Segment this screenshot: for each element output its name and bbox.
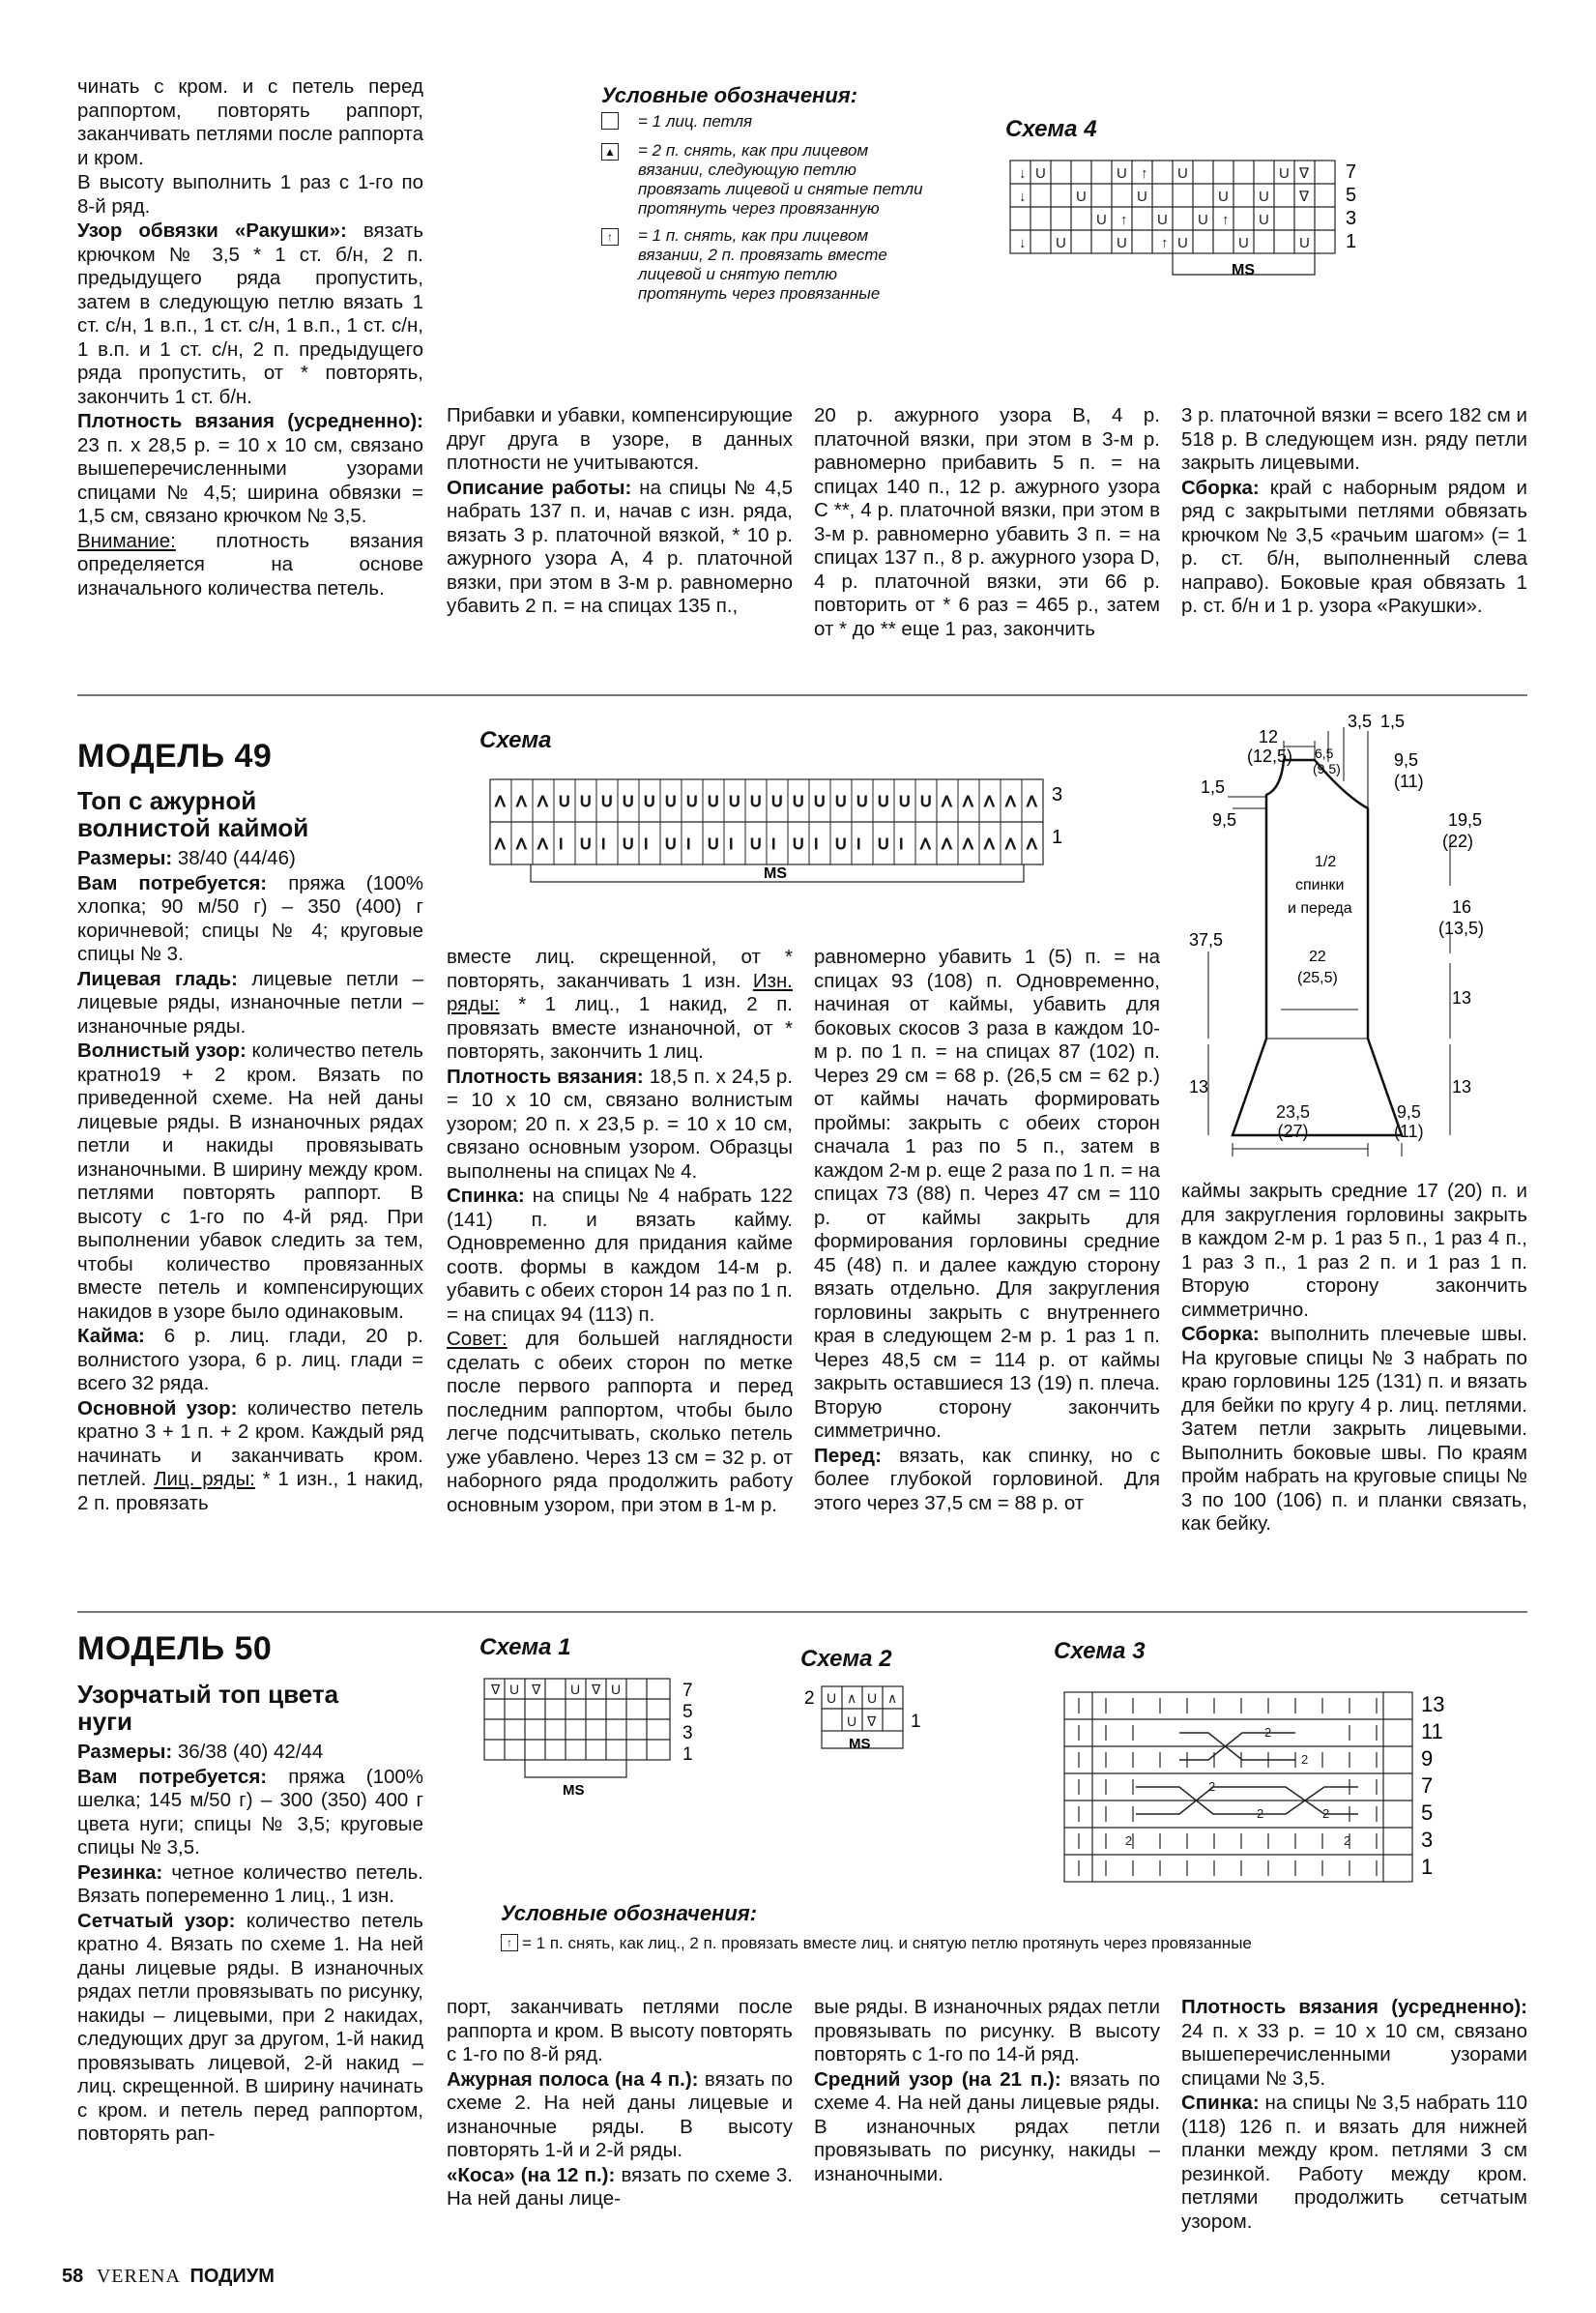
m49-dim-19-5: 19,5: [1448, 810, 1483, 830]
svg-text:U: U: [644, 794, 655, 810]
m49-dim-22: 22: [1309, 949, 1326, 965]
top-assembly-text: край с наборным рядом и ряд с закрытыми петлями обвязать крючком № 3,5 «рачьим шагом» (= 1 р. ст. б/н, выполненный слева направо). Боковые края обвязать 1 р. ст. б/н и 1 р. узора «Ракушки».: [1181, 476, 1527, 617]
m50-lace-label: Ажурная полоса (на 4 п.):: [447, 2067, 699, 2091]
m49-border-label: Кайма:: [77, 1325, 145, 1347]
m49-dim-13-right-b: 13: [1452, 1077, 1472, 1097]
svg-text:↑: ↑: [1161, 235, 1169, 251]
svg-text:Λ: Λ: [495, 836, 506, 853]
svg-text:↑: ↑: [1141, 165, 1148, 182]
schema4-ms: MS: [1232, 262, 1255, 278]
schema4-row-5: 5: [1346, 185, 1357, 206]
svg-text:U: U: [729, 794, 740, 810]
svg-text:∇: ∇: [491, 1682, 501, 1697]
schema4-row-1: 1: [1346, 231, 1357, 252]
svg-text:U: U: [1218, 189, 1229, 205]
divider-1: [77, 694, 1527, 696]
m49-label-half: 1/2: [1315, 854, 1337, 870]
svg-text:Λ: Λ: [984, 836, 995, 853]
m50-back-label: Спинка:: [1181, 2092, 1260, 2114]
top-assembly-label: Сборка:: [1181, 476, 1260, 499]
m50-legend-title: Условные обозначения:: [501, 1901, 758, 1925]
m50-s3-row-7: 7: [1421, 1773, 1434, 1798]
m50-back-text: на спицы № 3,5 набрать 110 (118) 126 п. и вязать для нижней планки между кром. петлями 3 см резинкой. Работу между кром. петлями продолжить сетчатым узором.: [1181, 2092, 1527, 2233]
m50-s3-row-13: 13: [1421, 1692, 1445, 1716]
top-col1: [77, 75, 423, 601]
m49-purl-label: Изн. ряды:: [447, 969, 793, 1015]
svg-text:U: U: [1035, 165, 1046, 182]
m49-dim-37-5: 37,5: [1189, 930, 1224, 950]
brand-podium: ПОДИУМ: [189, 2266, 275, 2287]
svg-text:U: U: [611, 1682, 622, 1697]
svg-text:U: U: [686, 794, 698, 810]
svg-text:U: U: [665, 794, 677, 810]
model49-col1: [77, 847, 423, 1516]
model50-title: МОДЕЛЬ 50: [77, 1630, 273, 1667]
m50-schema3-chart: [1063, 1690, 1469, 1893]
svg-text:Λ: Λ: [516, 794, 527, 810]
svg-text:↑: ↑: [1120, 212, 1128, 228]
m50-s2-row-1: 1: [911, 1712, 921, 1732]
svg-text:I: I: [771, 836, 776, 853]
svg-text:∇: ∇: [532, 1682, 541, 1697]
m49-advice-text: для большей наглядности сделать с обеих сторон по метке после первого раппорта и перед последним раппортом, чтобы было легче подсчитывать, сколько петель уже убавлено. Через 13 см = 32 р. от наборного ряда продолжить работу основным узором, при этом в 1-м р.: [447, 1328, 793, 1516]
brand-verena: VERENA: [96, 2266, 181, 2287]
m49-schema-chart: [489, 774, 1088, 890]
m49-main-face-label: Лиц. ряды:: [154, 1468, 255, 1490]
top-col4-p1: 3 р. платочной вязки = всего 182 см и 518 р. В следующем изн. ряду петли закрыть лицевыми.: [1181, 404, 1527, 474]
svg-text:U: U: [899, 794, 911, 810]
m49-dim-1-5-top: 1,5: [1380, 712, 1406, 731]
m50-schema2-label: Схема 2: [800, 1646, 892, 1672]
svg-text:U: U: [623, 836, 634, 853]
m50-s2-row-2: 2: [804, 1688, 815, 1709]
m50-sizes-label: Размеры:: [77, 1741, 173, 1763]
m50-legend-text: = 1 п. снять, как лиц., 2 п. провязать вместе лиц. и снятую петлю протянуть через провязанные: [522, 1934, 1252, 1952]
svg-text:Λ: Λ: [920, 836, 931, 853]
m49-dim-13-left: 13: [1189, 1077, 1209, 1097]
m50-rib-text: четное количество петель. Вязать попеременно 1 лиц., 1 изн.: [77, 1860, 423, 1907]
svg-text:Λ: Λ: [537, 794, 548, 810]
legend-item-2: = 2 п. снять, как при лицевом вязании, следующую петлю провязать лицевой и снятые петли протянуть через провязанную: [638, 141, 923, 218]
model50-col2: [447, 1996, 793, 2212]
m50-s1-row-3: 3: [682, 1723, 693, 1743]
m49-main-label: Основной узор:: [77, 1396, 238, 1420]
m49-dim-bottom-right: [1394, 1102, 1424, 1141]
svg-text:I: I: [856, 836, 861, 853]
svg-text:U: U: [750, 836, 762, 853]
work-text: на спицы № 4,5 набрать 137 п. и, начав с изн. ряда, вязать 3 р. платочной вязкой, * 10 р. ажурного узора А, 4 р. платочной вязки, при этом в 3-м р. равномерно убавить 2 п. = на спицах 135 п.,: [447, 476, 793, 617]
svg-text:Λ: Λ: [942, 794, 952, 810]
work-label: Описание работы:: [447, 476, 632, 499]
model50-col4: [1181, 1996, 1527, 2235]
m50-cable-label: «Коса» (на 12 п.):: [447, 2163, 616, 2186]
svg-text:U: U: [1056, 235, 1066, 251]
svg-text:2: 2: [1208, 1779, 1216, 1794]
m50-schema1-chart: [483, 1675, 715, 1801]
m49-stockinette-label: Лицевая гладь:: [77, 967, 238, 990]
svg-text:U: U: [1177, 235, 1188, 251]
m49-pattern-diagram: [1189, 712, 1556, 1156]
svg-text:2: 2: [1125, 1833, 1133, 1848]
m50-s1-ms: MS: [563, 1782, 585, 1799]
legend-item-3: = 1 п. снять, как при лицевом вязании, 2 п. провязать вместе лицевой и снятую петлю протянуть через провязанные: [638, 226, 887, 303]
svg-text:U: U: [1177, 165, 1188, 182]
svg-text:U: U: [856, 794, 868, 810]
m49-back-text: на спицы № 4 набрать 122 (141) п. и вязать кайму. Одновременно для придания кайме соотв. формы в каждом 14-м р. убавить с обеих сторон 14 раз по 1 п. = на спицах 94 (113) п.: [447, 1185, 793, 1326]
m49-label-back: спинки: [1295, 877, 1345, 893]
m50-s1-row-1: 1: [682, 1744, 693, 1765]
page-number: 58: [62, 2266, 84, 2287]
svg-text:Λ: Λ: [1027, 836, 1037, 853]
m49-dim-16: 16: [1452, 897, 1472, 917]
m49-dim-9-5-left: 9,5: [1212, 810, 1237, 830]
svg-text:Λ: Λ: [516, 836, 527, 853]
svg-text:∇: ∇: [592, 1682, 601, 1697]
m50-s3-row-3: 3: [1421, 1828, 1434, 1852]
m49-density-text: 18,5 п. x 24,5 р. = 10 x 10 см, связано волнистым узором; 20 п. x 23,5 р. = 10 x 10 см, связано основным узором. Образцы выполнены на спицах № 4.: [447, 1065, 793, 1183]
svg-text:U: U: [878, 836, 889, 853]
m50-col2-p1: порт, заканчивать петлями после раппорта и кром. В высоту повторять с 1-го по 8-й ряд.: [447, 1996, 793, 2065]
svg-text:I: I: [644, 836, 649, 853]
m49-dim-3-5: 3,5: [1348, 712, 1373, 731]
m50-legend-arrow-icon: ↑: [501, 1934, 518, 1951]
m49-purl-text: * 1 лиц., 1 накид, 2 п. провязать вместе изнаночной, от * повторять, закончить 1 лиц.: [447, 993, 793, 1063]
svg-text:∇: ∇: [1299, 165, 1310, 182]
svg-text:I: I: [559, 836, 564, 853]
m49-front-label: Перед:: [814, 1444, 882, 1467]
svg-text:U: U: [1157, 212, 1168, 228]
m49-back-label: Спинка:: [447, 1185, 525, 1207]
svg-text:U: U: [601, 794, 613, 810]
svg-text:I: I: [729, 836, 734, 853]
m49-col4-p1: каймы закрыть средние 17 (20) п. и для закругления горловины закрыть в каждом 2-м р. 1 раз 5 п., 1 раз 4 п., 1 раз 3 п., 1 раз 2 п. и 1 раз 1 п. Вторую сторону закончить симметрично.: [1181, 1180, 1527, 1321]
m49-main-text: количество петель кратно 3 + 1 п. + 2 кром. Каждый ряд начинать и заканчивать кром. петлей.: [77, 1396, 423, 1490]
svg-text:U: U: [750, 794, 762, 810]
svg-text:Λ: Λ: [495, 794, 506, 810]
legend-knit-icon: [601, 112, 619, 130]
svg-text:U: U: [878, 794, 889, 810]
svg-text:I: I: [686, 836, 691, 853]
top-col3: [814, 404, 1160, 642]
m50-sizes-text: 36/38 (40) 42/44: [172, 1741, 324, 1763]
svg-text:Λ: Λ: [963, 836, 973, 853]
m49-sizes-label: Размеры:: [77, 847, 173, 869]
svg-text:U: U: [771, 794, 783, 810]
m49-wave-label: Волнистый узор:: [77, 1039, 247, 1062]
m49-density-label: Плотность вязания:: [447, 1065, 644, 1088]
m49-dim-23-5: 23,5: [1276, 1102, 1311, 1122]
m49-label-front: и переда: [1288, 900, 1352, 917]
m50-rib-label: Резинка:: [77, 1860, 163, 1884]
svg-text:2: 2: [1344, 1833, 1351, 1848]
svg-text:U: U: [708, 794, 719, 810]
svg-text:Λ: Λ: [1027, 794, 1037, 810]
m49-need-label: Вам потребуется:: [77, 871, 268, 894]
m50-mid-label: Средний узор (на 21 п.):: [814, 2067, 1061, 2091]
svg-text:U: U: [847, 1713, 857, 1729]
svg-text:2: 2: [1301, 1752, 1309, 1767]
m50-cable-text: вязать по схеме 3. На ней даны лице-: [447, 2163, 793, 2210]
svg-text:U: U: [793, 794, 804, 810]
m50-need-text: пряжа (100% шелка; 145 м/50 г) – 300 (350) 400 г цвета нуги; спицы № 3,5; круговые спицы № 3,5.: [77, 1765, 424, 1859]
svg-text:2: 2: [1257, 1806, 1264, 1821]
m49-sizes-text: 38/40 (44/46): [172, 847, 296, 869]
top-legend-title: Условные обозначения:: [601, 83, 858, 107]
m49-dim-11-right: (11): [1394, 772, 1424, 791]
m49-dim-bottom: [1276, 1102, 1310, 1141]
svg-text:U: U: [580, 836, 592, 853]
svg-text:U: U: [570, 1682, 581, 1697]
m50-density-label: Плотность вязания (усредненно):: [1181, 1996, 1527, 2018]
m49-dim-9-5-neck: (9,5): [1313, 761, 1341, 776]
m49-dim-9-5-right: 9,5: [1394, 750, 1419, 770]
top-col4: [1181, 404, 1527, 620]
m49-advice-label: Совет:: [447, 1328, 508, 1350]
svg-text:∇: ∇: [1299, 189, 1310, 205]
m50-s1-row-5: 5: [682, 1702, 693, 1722]
m49-dim-12: 12: [1259, 727, 1279, 747]
m49-dim-25-5: (25,5): [1297, 970, 1338, 986]
divider-2: [77, 1611, 1527, 1613]
svg-text:∧: ∧: [887, 1690, 898, 1706]
m49-dim-6-5: 6,5: [1315, 746, 1334, 761]
m49-stockinette-text: лицевые петли – лицевые ряды, изнаночные петли – изнаночные ряды.: [77, 967, 423, 1038]
svg-text:U: U: [814, 794, 826, 810]
m49-dim-1-5-left: 1,5: [1201, 777, 1226, 797]
top-col2: [447, 404, 793, 620]
svg-text:U: U: [1238, 235, 1249, 251]
model49-col4: [1181, 1180, 1527, 1537]
svg-text:U: U: [1137, 189, 1147, 205]
svg-text:2: 2: [1264, 1725, 1272, 1740]
svg-text:U: U: [920, 794, 932, 810]
page-footer: [62, 2266, 275, 2288]
model49-col3: [814, 946, 1160, 1516]
svg-text:U: U: [665, 836, 677, 853]
svg-text:U: U: [867, 1690, 878, 1706]
svg-text:U: U: [1259, 189, 1269, 205]
svg-text:∧: ∧: [847, 1690, 857, 1706]
attention-text: плотность вязания определяется на основе изначального количества петель.: [77, 529, 423, 600]
m50-s3-row-9: 9: [1421, 1746, 1434, 1771]
svg-text:U: U: [1117, 165, 1127, 182]
svg-text:I: I: [814, 836, 819, 853]
svg-text:Λ: Λ: [963, 794, 973, 810]
m49-schema-label: Схема: [479, 727, 552, 753]
model50-col1: [77, 1741, 423, 2148]
schema4-chart: [1009, 155, 1386, 290]
m49-dim-9-5-bottom: 9,5: [1396, 1102, 1421, 1122]
model50-col3: [814, 1996, 1160, 2187]
m50-lace-text: вязать по схеме 2. На ней даны лицевые и изнаночные ряды. В высоту повторять 1-й и 2-й ряды.: [447, 2067, 793, 2161]
model49-title: МОДЕЛЬ 49: [77, 738, 273, 775]
m49-schema-row-3: 3: [1052, 784, 1063, 805]
model50-subtitle: Узорчатый топ цвета нуги: [77, 1680, 339, 1736]
m49-dim-13-right-a: 13: [1452, 988, 1472, 1008]
m50-mesh-text: количество петель кратно 4. Вязать по схеме 1. На ней даны лицевые ряды. В изнаночных рядах петли провязывать по рисунку, накиды – лицевыми, при 2 накидах, следующих друг за другом, 1-й накид провязывать лицевой, 2-й накид – лиц. скрещенной. В ширину начинать с кром. и петель перед раппортом, повторять рап-: [77, 1909, 423, 2145]
m49-assembly-text: выполнить плечевые швы. На круговые спицы № 3 набрать по краю горловины 125 (131) п. и вязать для бейки по кругу 4 р. лиц. петлями. Затем петли закрыть лицевыми. Выполнить боковые швы. По краям пройм набрать на круговые спицы № 3 по 100 (106) п. и планки связать, как бейку.: [1181, 1323, 1527, 1535]
svg-text:U: U: [559, 794, 570, 810]
m50-schema2-chart: [802, 1683, 947, 1779]
legend-arrow-icon: ↑: [601, 228, 619, 246]
m49-border-text: 6 р. лиц. глади, 20 р. волнистого узора, 6 р. лиц. глади = всего 32 ряда.: [77, 1325, 423, 1394]
m49-dim-11-bottom: (11): [1394, 1122, 1424, 1141]
svg-text:I: I: [899, 836, 904, 853]
m49-schema-row-1: 1: [1052, 827, 1063, 848]
svg-text:U: U: [580, 794, 592, 810]
m49-wave-text: количество петель кратно19 + 2 кром. Вязать по приведенной схеме. На ней даны лицевые ряды. В изнаночных рядах петли и накиды провязывать изнаночными. В ширину между кром. петлями повторять раппорт. В высоту с 1-го по 4-й ряд. При выполнении убавок следить за тем, чтобы количество провязанных вместе петель и компенсирующих накидов в узоре было одинаковым.: [77, 1039, 423, 1323]
svg-text:Λ: Λ: [1005, 836, 1016, 853]
top-col1-p2: В высоту выполнить 1 раз с 1-го по 8-й ряд.: [77, 171, 423, 218]
m49-front-text: вязать, как спинку, но с более глубокой горловиной. Для этого через 37,5 см = 88 р. от: [814, 1444, 1160, 1514]
svg-text:Λ: Λ: [942, 836, 952, 853]
svg-text:U: U: [1279, 165, 1290, 182]
svg-text:U: U: [835, 836, 847, 853]
svg-text:U: U: [1117, 235, 1127, 251]
svg-text:↓: ↓: [1019, 189, 1027, 205]
svg-text:2: 2: [1322, 1806, 1330, 1821]
svg-text:U: U: [509, 1682, 520, 1697]
svg-text:I: I: [601, 836, 606, 853]
m49-dim-22-right: (22): [1442, 832, 1474, 851]
m49-col2-p1: вместе лиц. скрещенной, от * повторять, заканчивать 1 изн.: [447, 946, 793, 992]
m49-main-face-text: * 1 изн., 1 накид, 2 п. провязать: [77, 1468, 424, 1514]
density-text: 23 п. x 28,5 р. = 10 x 10 см, связано вышеперечисленными узорами спицами № 4,5; ширина обвязки = 1,5 см, связано крючком № 3,5.: [77, 433, 423, 527]
m50-density-text: 24 п. x 33 р. = 10 x 10 см, связано вышеперечисленными узорами спицами № 3,5.: [1181, 2019, 1527, 2090]
m50-s2-ms: MS: [849, 1736, 871, 1752]
svg-text:U: U: [623, 794, 634, 810]
attention-label: Внимание:: [77, 529, 176, 552]
svg-text:Λ: Λ: [1005, 794, 1016, 810]
m50-s1-row-7: 7: [682, 1681, 693, 1701]
svg-text:↑: ↑: [1222, 212, 1230, 228]
schema4-row-3: 3: [1346, 208, 1357, 229]
top-col3-p1: 20 р. ажурного узора В, 4 р. платочной вязки, при этом в 3-м р. равномерно прибавить 5 п. = на спицах 140 п., 12 р. ажурного узора С **, 4 р. платочной вязки, при этом в 3-м р. равномерно убавить 3 п. = на спицах 137 п., 8 р. ажурного узора D, 4 р. платочной вязки, эти 66 р. повторить от * 6 раз = 465 р., затем от * до ** еще 1 раз, закончить: [814, 404, 1160, 640]
svg-text:U: U: [708, 836, 719, 853]
m50-mesh-label: Сетчатый узор:: [77, 1909, 236, 1932]
legend-triangle-icon: ▲: [601, 143, 619, 161]
m49-dim-13-5: (13,5): [1438, 919, 1485, 938]
svg-text:U: U: [1076, 189, 1087, 205]
svg-text:U: U: [1299, 235, 1310, 251]
legend-item-1: = 1 лиц. петля: [638, 112, 753, 131]
svg-text:U: U: [1259, 212, 1269, 228]
m49-dim-12-5: (12,5): [1247, 747, 1293, 766]
svg-text:Λ: Λ: [537, 836, 548, 853]
svg-text:U: U: [827, 1690, 837, 1706]
model49-subtitle: Топ с ажурной волнистой каймой: [77, 786, 309, 842]
svg-text:U: U: [1198, 212, 1208, 228]
rakushki-text: вязать крючком № 3,5 * 1 ст. б/н, 2 п. предыдущего ряда пропустить, затем в следующую петлю вязать 1 ст. с/н, 1 в.п., 1 ст. с/н, 1 в.п., 1 ст. с/н, 1 в.п. и 1 ст. с/н, 2 п. предыдущего ряда пропустить, от * повторять, закончить 1 ст. б/н.: [77, 220, 423, 408]
svg-text:↓: ↓: [1019, 235, 1027, 251]
m50-mid-text: вязать по схеме 4. На ней даны лицевые ряды. В изнаночных рядах петли провязывать по рисунку, накиды – изнаночными.: [814, 2067, 1161, 2185]
m50-col3-p1: вые ряды. В изнаночных рядах петли провязывать по рисунку. В высоту повторять с 1-го по 14-й ряд.: [814, 1996, 1160, 2065]
model49-col2: [447, 946, 793, 1518]
m49-assembly-label: Сборка:: [1181, 1323, 1260, 1345]
m50-s3-row-1: 1: [1421, 1855, 1434, 1879]
m50-schema1-label: Схема 1: [479, 1634, 571, 1660]
top-col2-p1: Прибавки и убавки, компенсирующие друг друга в узоре, в данных плотности не учитываются.: [447, 404, 793, 474]
m50-s3-row-11: 11: [1421, 1719, 1443, 1743]
svg-text:U: U: [1096, 212, 1107, 228]
svg-text:∇: ∇: [867, 1713, 877, 1729]
density-label: Плотность вязания (усредненно):: [77, 410, 423, 432]
svg-text:U: U: [835, 794, 847, 810]
m50-s3-row-5: 5: [1421, 1801, 1434, 1825]
m49-schema-ms: MS: [764, 865, 787, 882]
schema4-row-7: 7: [1346, 161, 1357, 183]
m49-col3-p1: равномерно убавить 1 (5) п. = на спицах 93 (108) п. Одновременно, начиная от каймы, убавить для боковых скосов 3 раза в каждом 10-м р. по 1 п. = на спицах 87 (102) п. Через 29 см = 68 р. (26,5 см = 62 р.) от каймы начать формировать проймы: закрыть с обеих сторон сначала 1 раз по 5 п., затем в каждом 2-м р. еще 2 раза по 1 п. = на спицах 73 (88) п. Через 47 см = 110 р. от каймы закрыть для формирования горловины средние 45 (48) п. и далее каждую сторону вязать отдельно. Для закругления горловины закрыть с внутреннего края в следующем 2-м р. 1 раз 1 п. Через 48,5 см = 114 р. от каймы закрыть оставшиеся 13 (19) п. плеча. Вторую сторону закончить симметрично.: [814, 946, 1160, 1442]
m49-dim-27: (27): [1277, 1122, 1309, 1141]
rakushki-label: Узор обвязки «Ракушки»:: [77, 220, 347, 242]
m50-schema3-label: Схема 3: [1054, 1638, 1146, 1664]
m50-need-label: Вам потребуется:: [77, 1765, 268, 1788]
svg-text:U: U: [793, 836, 804, 853]
schema4-label: Схема 4: [1005, 116, 1097, 142]
m49-need-text: пряжа (100% хлопка; 90 м/50 г) – 350 (400) г коричневой; спицы № 4; круговые спицы № 3.: [77, 871, 424, 965]
top-col1-p1: чинать с кром. и с петель перед раппортом, повторять раппорт, заканчивать петлями после раппорта и кром.: [77, 75, 423, 169]
svg-text:Λ: Λ: [984, 794, 995, 810]
svg-text:↓: ↓: [1019, 165, 1027, 182]
